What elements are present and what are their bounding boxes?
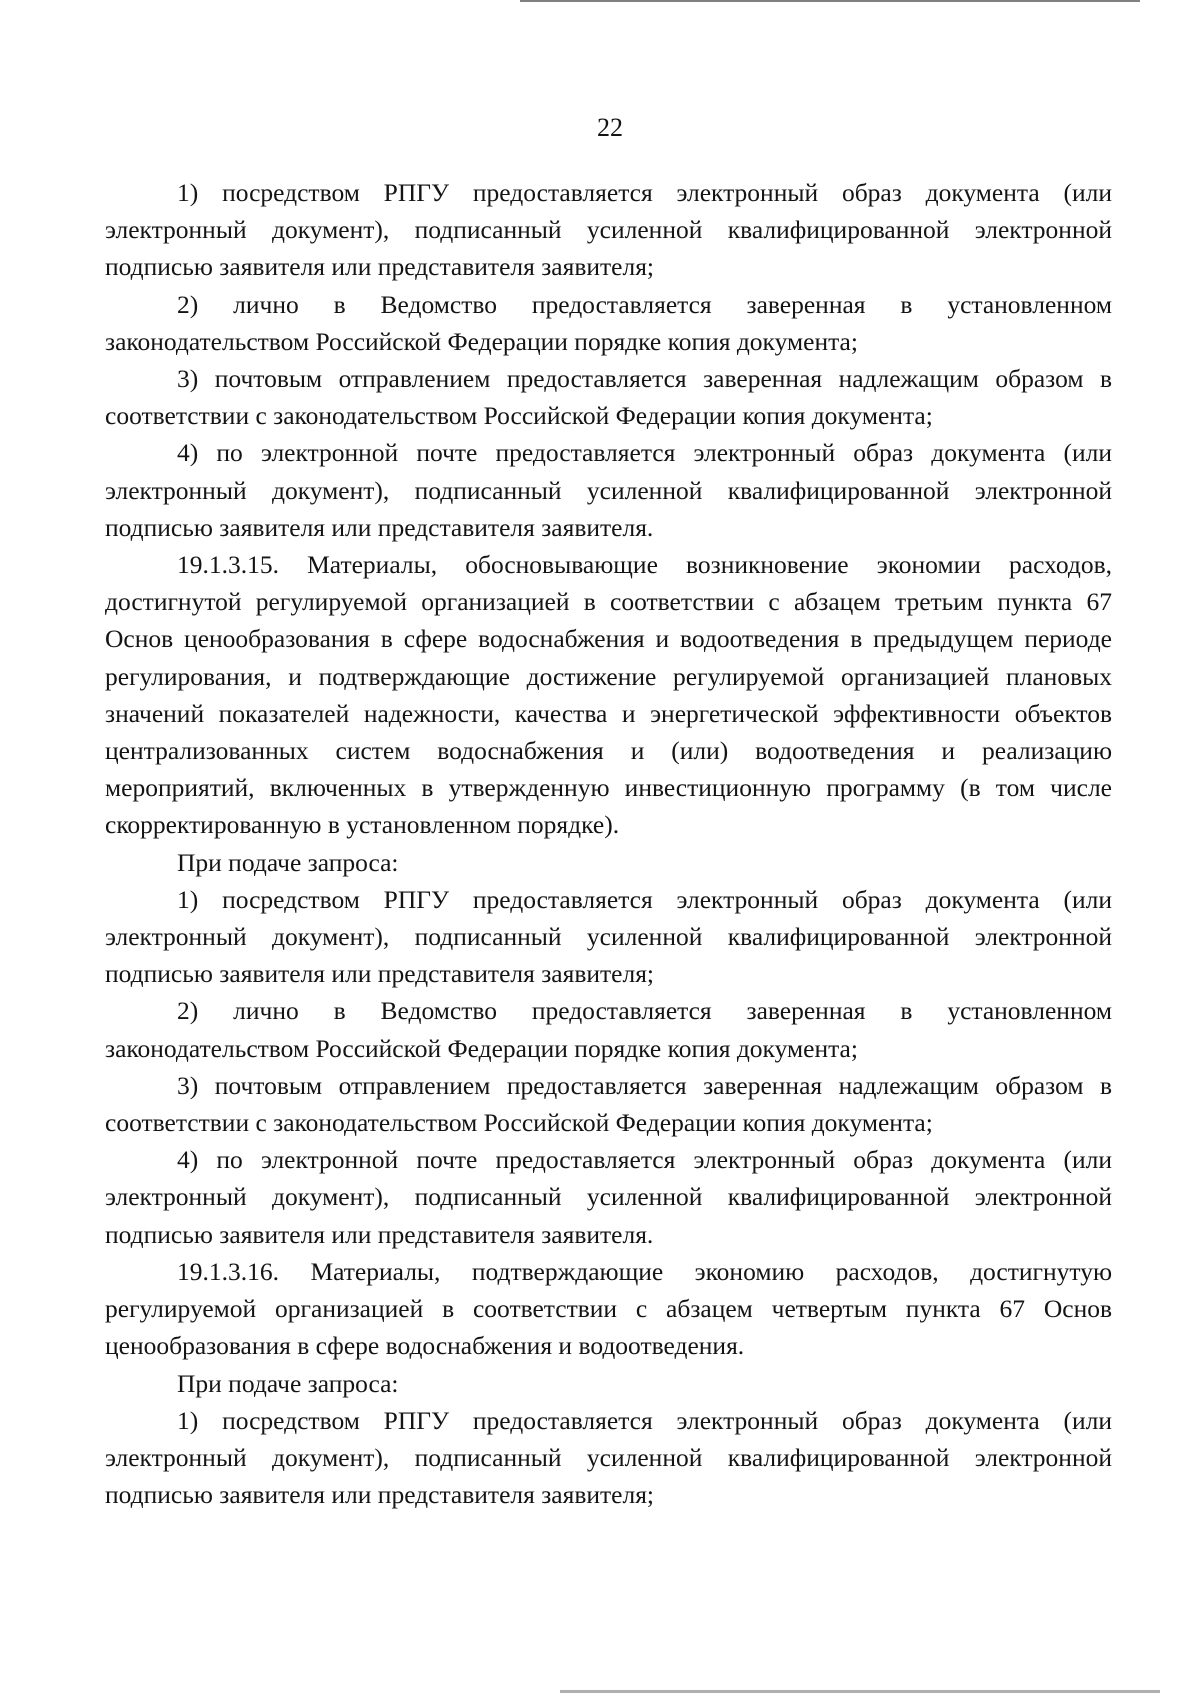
paragraph: 4) по электронной почте предоставляется электронный образ документа (или электронный документ), подписанный усиленной квалифицированной электронной подписью заявителя или представителя заявителя. [105,1145,1112,1249]
paragraph: 2) лично в Ведомство предоставляется заверенная в установленном законодательством Российской Федерации порядке копия документа; [105,996,1112,1063]
paragraph: 19.1.3.15. Материалы, обосновывающие возникновение экономии расходов, достигнутой регулируемой организацией в соответствии с абзацем третьим пункта 67 Основ ценообразования в сфере водоснабжения и водоотведения в предыдущем периоде регулирования, и подтверждающие достижение регулируемой организацией плановых значений показателей надежности, качества и энергетической эффективности объектов централизованных систем водоснабжения и (или) водоотведения и реализацию мероприятий, включенных в утвержденную инвестиционную программу (в том числе скорректированную в установленном порядке). [105,550,1112,840]
scan-artifact-top [520,0,1140,2]
paragraph: 19.1.3.16. Материалы, подтверждающие экономию расходов, достигнутую регулируемой организацией в соответствии с абзацем четвертым пункта 67 Основ ценообразования в сфере водоснабжения и водоотведения. [105,1256,1112,1361]
page-number: 22 [597,113,623,142]
paragraph: 3) почтовым отправлением предоставляется заверенная надлежащим образом в соответствии с законодательством Российской Федерации копия документа; [105,364,1112,431]
paragraph: При подаче запроса: [177,1368,399,1398]
paragraph: 4) по электронной почте предоставляется электронный образ документа (или электронный документ), подписанный усиленной квалифицированной электронной подписью заявителя или представителя заявителя. [105,438,1112,542]
paragraph: 2) лично в Ведомство предоставляется заверенная в установленном законодательством Российской Федерации порядке копия документа; [105,289,1112,356]
paragraph: 1) посредством РПГУ предоставляется электронный образ документа (или электронный документ), подписанный усиленной квалифицированной электронной подписью заявителя или представителя заявителя; [105,884,1112,989]
scan-artifact-bottom [560,1690,1160,1693]
document-body [105,174,1112,1513]
paragraph: 1) посредством РПГУ предоставляется электронный образ документа (или электронный документ), подписанный усиленной квалифицированной электронной подписью заявителя или представителя заявителя; [105,178,1112,282]
paragraph: 1) посредством РПГУ предоставляется электронный образ документа (или электронный документ), подписанный усиленной квалифицированной электронной подписью заявителя или представителя заявителя; [105,1405,1112,1510]
paragraph: 3) почтовым отправлением предоставляется заверенная надлежащим образом в соответствии с законодательством Российской Федерации копия документа; [105,1070,1112,1138]
paragraph: При подаче запроса: [177,847,399,877]
